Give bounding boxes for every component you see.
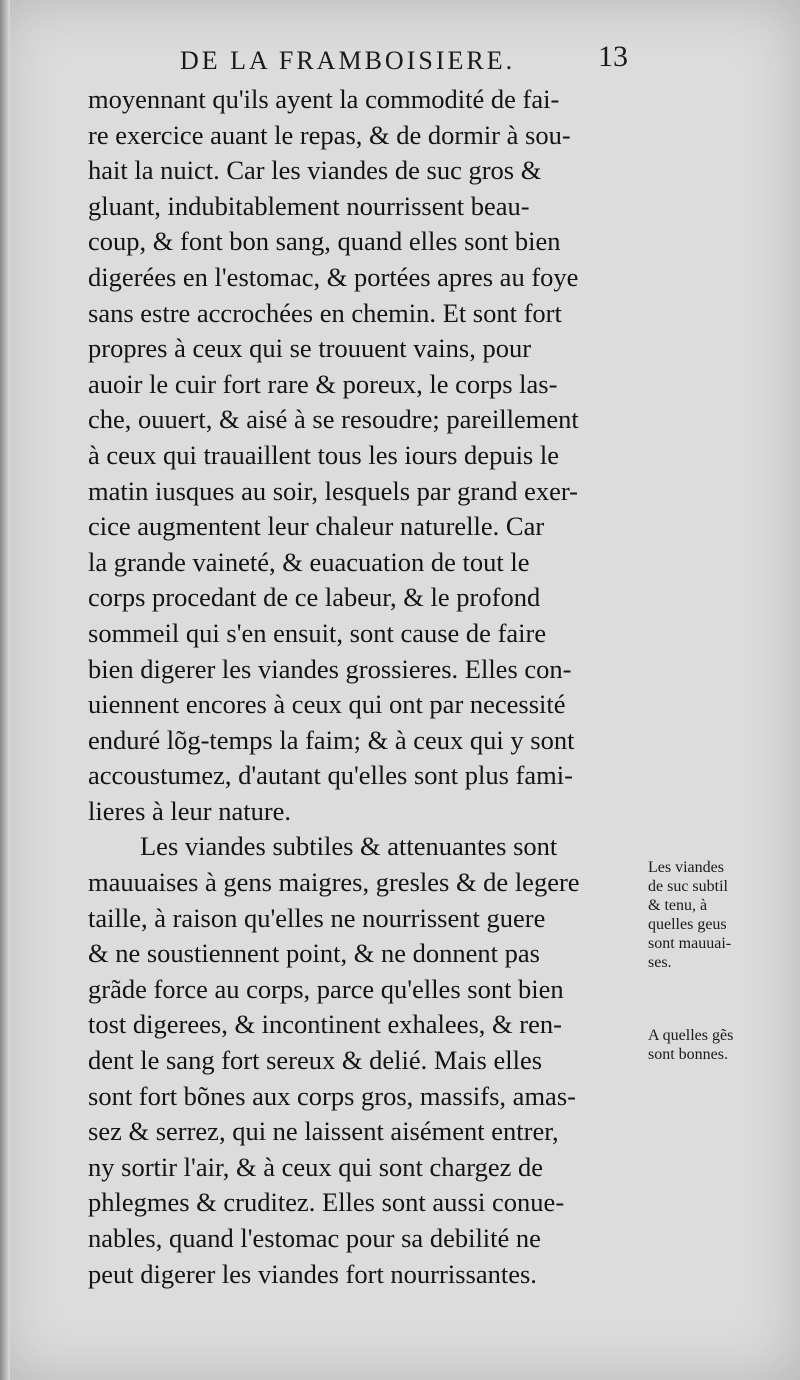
marginal-note-subtle-meats [648,858,788,972]
text-line: digerées en l'estomac, & portées apres au foye [88,261,579,292]
text-line: auoir le cuir fort rare & poreux, le corps las- [88,368,558,399]
text-line: sommeil qui s'en ensuit, sont cause de faire [88,617,547,648]
text-line: dent le sang fort sereux & delié. Mais elles [88,1045,543,1076]
text-line: re exercice auant le repas, & de dormir à sou- [88,119,571,150]
text-line: hait la nuict. Car les viandes de suc gros & [88,155,542,186]
text-line: taille, à raison qu'elles ne nourrissent guere [88,902,546,933]
text-line: sans estre accrochées en chemin. Et sont fort [88,297,562,328]
text-line: cice augmentent leur chaleur naturelle. Car [88,511,545,542]
marginal-line: & tenu, à [648,897,708,914]
text-line: propres à ceux qui se trouuent vains, pour [88,333,532,364]
text-line: & ne soustiennent point, & ne donnent pas [88,938,540,969]
text-line: corps procedant de ce labeur, & le profond [88,582,541,613]
marginal-line: ses. [648,954,672,971]
text-line: che, ouuert, & aisé à se resoudre; pareillement [88,404,579,435]
marginal-line: sont bonnes. [648,1046,728,1063]
text-line: uiennent encores à ceux qui ont par necessité [88,689,566,720]
text-line: bien digerer les viandes grossieres. Elles con- [88,653,572,684]
text-line: phlegmes & cruditez. Elles sont aussi conue- [88,1187,565,1218]
text-line: sont fort bõnes aux corps gros, massifs, amas- [88,1080,576,1111]
text-line: mauuaises à gens maigres, gresles & de legere [88,867,580,898]
text-line: tost digerees, & incontinent exhalees, & ren- [88,1009,562,1040]
text-line: peut digerer les viandes fort nourrissantes. [88,1258,537,1289]
text-line: grãde force au corps, parce qu'elles sont bien [88,973,564,1004]
text-line: gluant, indubitablement nourrissent beau- [88,190,530,221]
page-number: 13 [598,40,628,73]
text-line: lieres à leur nature. [88,795,292,826]
text-line: accoustumez, d'autant qu'elles sont plus fami- [88,760,573,791]
paragraph-start-line: Les viandes subtiles & attenuantes sont [140,831,558,862]
page-edge-shadow [0,0,10,1380]
text-line: nables, quand l'estomac pour sa debilité ne [88,1223,541,1253]
marginal-line: Les viandes [648,859,724,876]
body-text [88,82,646,1292]
marginal-line: de suc subtil [648,878,728,895]
running-title: DE LA FRAMBOISIERE. [180,46,516,75]
text-line: ny sortir l'air, & à ceux qui sont chargez de [88,1151,544,1182]
marginal-line: sont mauuai- [648,935,732,952]
marginal-note-good-for [648,1026,788,1064]
text-line: la grande vaineté, & euacuation de tout le [88,546,530,577]
text-line: à ceux qui trauaillent tous les iours depuis le [88,439,559,470]
text-line: coup, & font bon sang, quand elles sont bien [88,226,561,257]
marginal-line: quelles geus [648,916,727,933]
text-line: moyennant qu'ils ayent la commodité de fai- [88,84,560,114]
text-line: matin iusques au soir, lesquels par grand exer- [88,475,578,506]
text-line: sez & serrez, qui ne laissent aisément entrer, [88,1116,559,1147]
marginal-line: A quelles gẽs [648,1027,734,1044]
text-line: enduré lõg-temps la faim; & à ceux qui y sont [88,724,575,755]
